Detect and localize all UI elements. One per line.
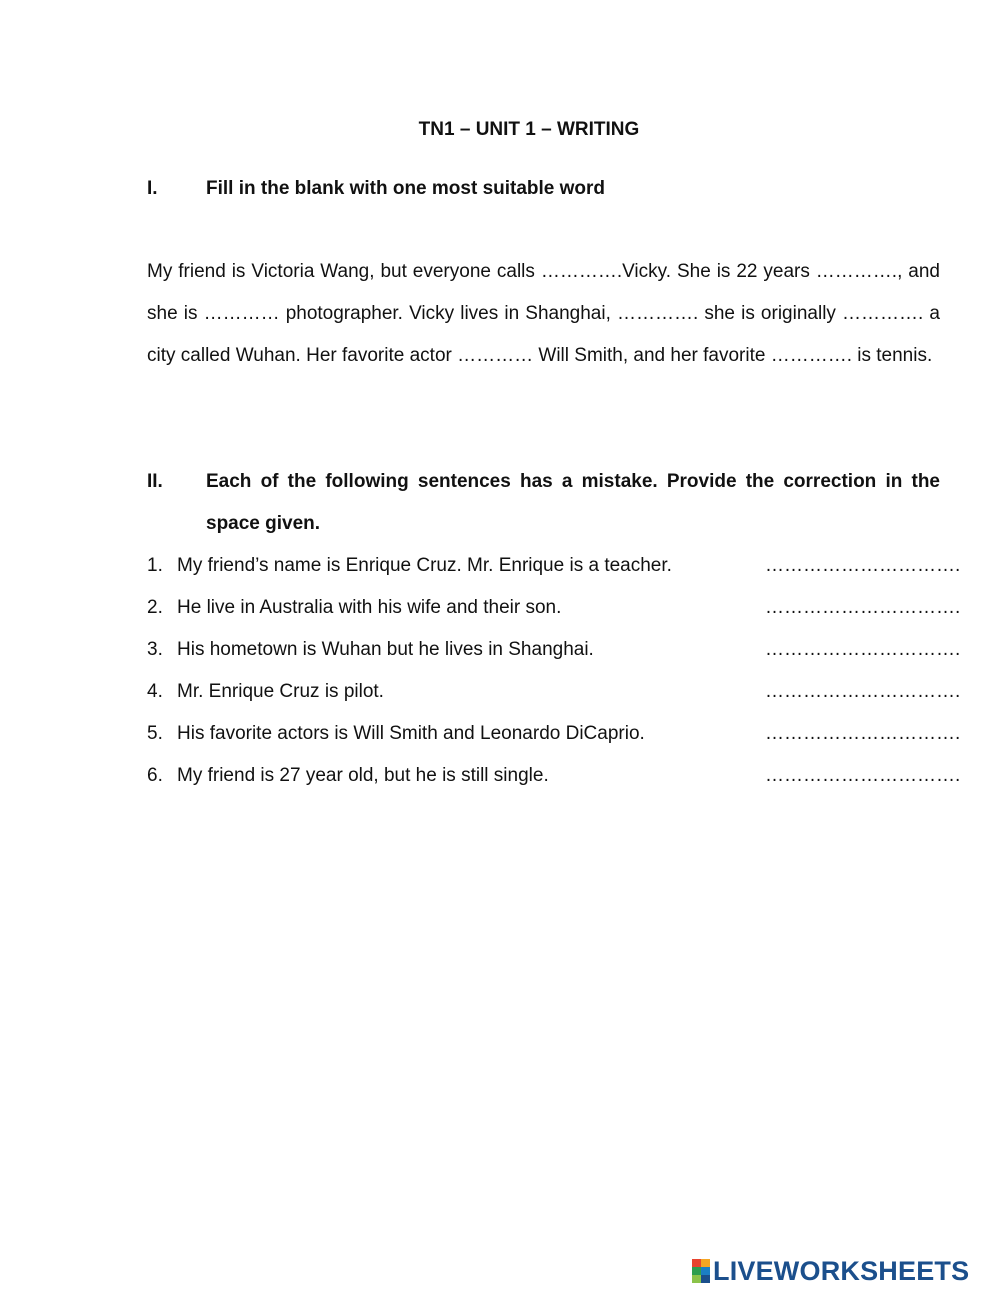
section-1-heading	[147, 168, 940, 210]
logo-block	[701, 1275, 710, 1283]
logo-block	[692, 1267, 701, 1275]
answer-blank[interactable]: ………………………….	[765, 639, 961, 660]
answer-blank[interactable]: ………………………….	[765, 681, 961, 702]
item-number: 3.	[147, 639, 163, 660]
item-number: 5.	[147, 723, 163, 744]
logo-block	[701, 1267, 710, 1275]
item-number: 1.	[147, 555, 163, 576]
liveworksheets-logo[interactable]	[692, 1255, 969, 1287]
item-sentence: Mr. Enrique Cruz is pilot.	[177, 681, 384, 702]
item-sentence: He live in Australia with his wife and their son.	[177, 597, 562, 618]
worksheet-title: TN1 – UNIT 1 – WRITING	[418, 119, 640, 140]
section-1-number: I.	[147, 178, 158, 199]
item-sentence: My friend is 27 year old, but he is still single.	[177, 765, 549, 786]
answer-blank[interactable]: ………………………….	[765, 597, 961, 618]
logo-block	[701, 1259, 710, 1267]
item-sentence: His favorite actors is Will Smith and Leonardo DiCaprio.	[177, 723, 645, 744]
section-2-heading	[147, 461, 940, 545]
fill-in-paragraph: My friend is Victoria Wang, but everyone calls ………….Vicky. She is 22 years …………., and she is ………… photographer. Vicky lives in Shanghai, …………. she is originally …………. a city called Wuhan. Her favorite actor ………… Will Smith, and her favorite …………. is tennis.	[147, 261, 940, 366]
logo-block	[692, 1275, 701, 1283]
answer-blank[interactable]: ………………………….	[765, 723, 961, 744]
answer-blank[interactable]: ………………………….	[765, 555, 961, 576]
logo-blocks-icon	[692, 1259, 710, 1283]
section-2-title: Each of the following sentences has a mistake. Provide the correction in the space given.	[206, 471, 940, 534]
section-1-title: Fill in the blank with one most suitable word	[206, 178, 606, 199]
item-sentence: My friend’s name is Enrique Cruz. Mr. Enrique is a teacher.	[177, 555, 672, 576]
list-item	[147, 755, 961, 797]
list-item	[147, 545, 961, 587]
item-number: 2.	[147, 597, 163, 618]
item-number: 6.	[147, 765, 163, 786]
section-2-number: II.	[147, 471, 163, 492]
item-number: 4.	[147, 681, 163, 702]
logo-text: LIVEWORKSHEETS	[713, 1255, 970, 1286]
list-item	[147, 671, 961, 713]
correction-list	[147, 545, 961, 797]
list-item	[147, 713, 961, 755]
item-sentence: His hometown is Wuhan but he lives in Shanghai.	[177, 639, 594, 660]
list-item	[147, 587, 961, 629]
list-item	[147, 629, 961, 671]
logo-block	[692, 1259, 701, 1267]
answer-blank[interactable]: ………………………….	[765, 765, 961, 786]
